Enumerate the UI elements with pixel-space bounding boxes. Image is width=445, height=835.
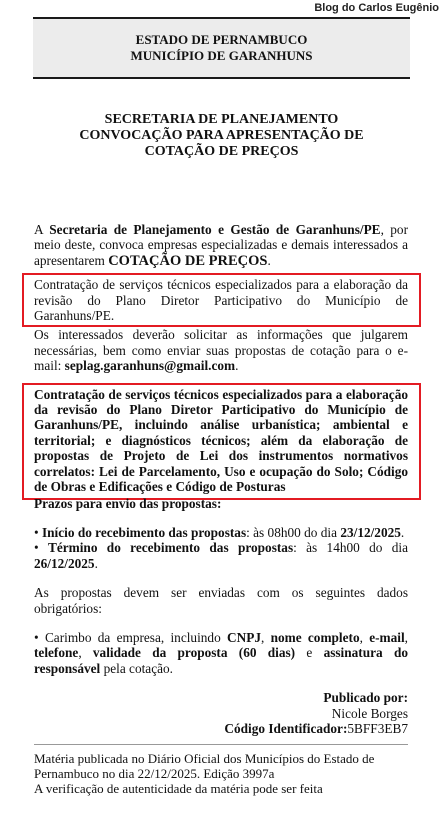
- published-by-label: Publicado por:: [323, 690, 408, 706]
- instructions-text-1: Os interessados deverão solicitar as informações que julgarem necessárias, bem como enviar suas propostas de cotação para o e-mail:: [34, 327, 408, 374]
- deadline-start: • Início do recebimento das propostas: às 08h00 do dia 23/12/2025.: [34, 524, 405, 540]
- deadline-end-label: Término do recebimento das propostas: [47, 540, 294, 556]
- highlight-box-object-full: [22, 383, 421, 500]
- object-short: Contratação de serviços técnicos especializados para a elaboração da revisão do Plano Diretor Participativo do Município de Garanhuns/PE.: [34, 277, 408, 324]
- contact-email[interactable]: seplag.garanhuns@gmail.com: [64, 358, 236, 374]
- header-state: ESTADO DE PERNAMBUCO: [135, 32, 308, 47]
- deadline-end-date: 26/12/2025: [34, 555, 95, 571]
- requirements-list-item: • Carimbo da empresa, incluindo CNPJ, nome completo, e-mail, telefone, validade da proposta (60 dias) e assinatura do responsável pela cotação.: [34, 629, 408, 676]
- footer-verification: A verificação de autenticidade da matéria pode ser feita: [34, 781, 323, 797]
- req-text-1: Carimbo da empresa, incluindo: [44, 629, 227, 645]
- intro-text-1: A: [34, 222, 50, 237]
- req-text-2: ,: [260, 629, 271, 645]
- document-title: [33, 112, 410, 160]
- req-text-5: ,: [78, 645, 93, 661]
- req-text-3: ,: [359, 629, 370, 645]
- footer: [34, 751, 408, 796]
- deadline-end-text: : às 14h00 do dia: [293, 540, 408, 556]
- intro-cotacao: COTAÇÃO DE PREÇOS: [108, 252, 268, 269]
- document-body: [34, 222, 408, 796]
- footer-publication: Matéria publicada no Diário Oficial dos Municípios do Estado de Pernambuco no dia 22/12/2025. Edição 3997a: [34, 751, 375, 782]
- deadline-start-date: 23/12/2025: [340, 524, 401, 540]
- req-email: e-mail: [369, 629, 405, 645]
- req-text-6: e: [295, 645, 324, 661]
- req-text-7: pela cotação.: [100, 660, 173, 676]
- deadline-end: • Término do recebimento das propostas: às 14h00 do dia 26/12/2025.: [34, 540, 408, 571]
- req-assinatura: assinatura do responsável: [34, 645, 408, 676]
- req-validade: validade da proposta (60 dias): [92, 645, 296, 661]
- footer-divider: [34, 744, 408, 745]
- blog-watermark: Blog do Carlos Eugênio: [314, 2, 439, 14]
- deadline-start-text: : às 08h00 do dia: [246, 524, 341, 540]
- title-convocacao: CONVOCAÇÃO PARA APRESENTAÇÃO DE: [79, 128, 364, 143]
- identifier-code: 5BFF3EB7: [347, 720, 408, 736]
- instructions-paragraph: [34, 327, 408, 373]
- title-cotacao: COTAÇÃO DE PREÇOS: [144, 144, 299, 159]
- identifier-line: [34, 721, 408, 736]
- object-full: Contratação de serviços técnicos especializados para a elaboração da revisão do Plano Diretor Participativo do Município de Garanhuns/PE, incluindo análise urbanística; ambiental e territorial; e diagnósticos técnicos; além da elaboração de propostas de Projeto de Lei dos instrumentos normativos correlatos: Lei de Parcelamento, Uso e ocupação do Solo; Código de Obras e Edificações e Código de Posturas: [34, 386, 408, 495]
- intro-text-3: .: [267, 252, 271, 268]
- identifier-label: Código Identificador:: [224, 720, 348, 736]
- header-municipality: MUNICÍPIO DE GARANHUNS: [130, 48, 313, 63]
- req-cnpj: CNPJ: [227, 629, 261, 645]
- requirements-intro: As propostas devem ser enviadas com os seguintes dados obrigatórios:: [34, 585, 408, 616]
- req-text-4: ,: [404, 629, 408, 645]
- publisher-name: Nicole Borges: [331, 705, 408, 721]
- intro-secretaria: Secretaria de Planejamento e Gestão de Garanhuns/PE: [49, 222, 381, 237]
- intro-paragraph: [34, 222, 408, 269]
- deadline-end-period: .: [94, 555, 98, 571]
- req-telefone: telefone: [34, 645, 79, 661]
- intro-text-2: , por meio deste, convoca empresas especializadas e demais interessados a apresentarem: [34, 222, 408, 268]
- deadlines-heading: Prazos para envio das propostas:: [34, 495, 222, 511]
- signature-block: [34, 690, 408, 736]
- deadline-start-label: Início do recebimento das propostas: [41, 524, 247, 540]
- instructions-text-2: .: [235, 358, 239, 374]
- deadline-start-period: .: [400, 524, 405, 540]
- req-nome: nome completo: [270, 629, 360, 645]
- title-secretaria: SECRETARIA DE PLANEJAMENTO: [104, 112, 339, 127]
- highlight-box-object: [22, 273, 421, 327]
- header-box: [33, 17, 410, 79]
